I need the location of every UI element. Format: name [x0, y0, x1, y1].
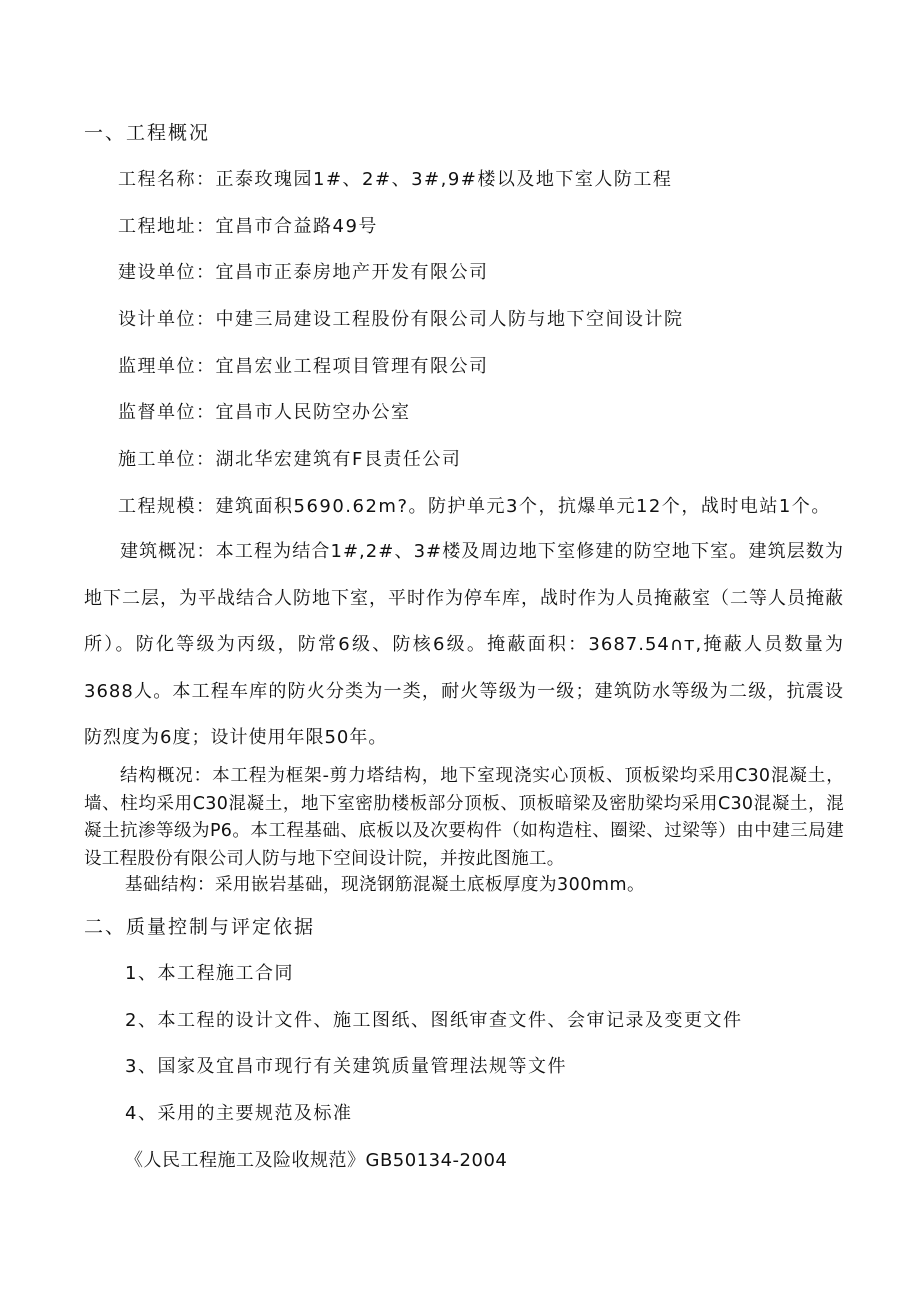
field-construction-unit: 建设单位：宜昌市正泰房地产开发有限公司: [118, 262, 489, 283]
field-project-address: 工程地址：宜昌市合益路49号: [118, 216, 378, 237]
structure-overview-text: 结构概况：本工程为框架-剪力塔结构，地下室现浇实心顶板、顶板梁均采用C30混凝土，墙、柱均采用C30混凝土，地下室密肋楼板部分顶板、顶板暗梁及密肋梁均采用C30混凝土，混凝土抗渗等级为P6。本工程基础、底板以及次要构件（如构造柱、圈梁、过梁等）由中建三局建设工程股份有限公司人防与地下空间设计院，并按此图施工。: [84, 766, 844, 869]
section2-heading: 二、质量控制与评定依据: [84, 916, 316, 938]
foundation-text: 基础结构：采用嵌岩基础，现浇钢筋混凝土底板厚度为300mm。: [125, 875, 645, 895]
field-project-scale: 工程规模：建筑面积5690.62m?。防护单元3个，抗爆单元12个，战时电站1个。: [118, 496, 831, 517]
basis-item-4: 4、采用的主要规范及标准: [125, 1103, 353, 1124]
field-project-name: 工程名称：正泰玫瑰园1#、2#、3#,9#楼以及地下室人防工程: [118, 169, 673, 190]
basis-item-1: 1、本工程施工合同: [125, 963, 294, 984]
basis-item-3: 3、国家及宜昌市现行有关建筑质量管理法规等文件: [125, 1056, 567, 1077]
field-design-unit: 设计单位：中建三局建设工程股份有限公司人防与地下空间设计院: [118, 309, 684, 330]
building-overview-paragraph: [84, 529, 844, 762]
field-contractor: 施工单位：湖北华宏建筑有F艮责任公司: [118, 449, 462, 470]
field-oversight-unit: 监督单位：宜昌市人民防空办公室: [118, 402, 411, 423]
standard-reference: 《人民工程施工及险收规范》GB50134-2004: [125, 1150, 508, 1171]
basis-item-2: 2、本工程的设计文件、施工图纸、图纸审查文件、会审记录及变更文件: [125, 1010, 743, 1031]
field-supervision-unit: 监理单位：宜昌宏业工程项目管理有限公司: [118, 356, 489, 377]
section1-heading: 一、工程概况: [84, 122, 211, 144]
structure-overview-paragraph: [84, 763, 844, 873]
building-overview-text: 建筑概况：本工程为结合1#,2#、3#楼及周边地下室修建的防空地下室。建筑层数为地下二层，为平战结合人防地下室，平时作为停车库，战时作为人员掩蔽室（二等人员掩蔽所）。防化等级为丙级，防常6级、防核6级。掩蔽面积：3687.54∩т,掩蔽人员数量为3688人。本工程车库的防火分类为一类，耐火等级为一级；建筑防水等级为二级，抗震设防烈度为6度；设计使用年限50年。: [84, 541, 844, 748]
